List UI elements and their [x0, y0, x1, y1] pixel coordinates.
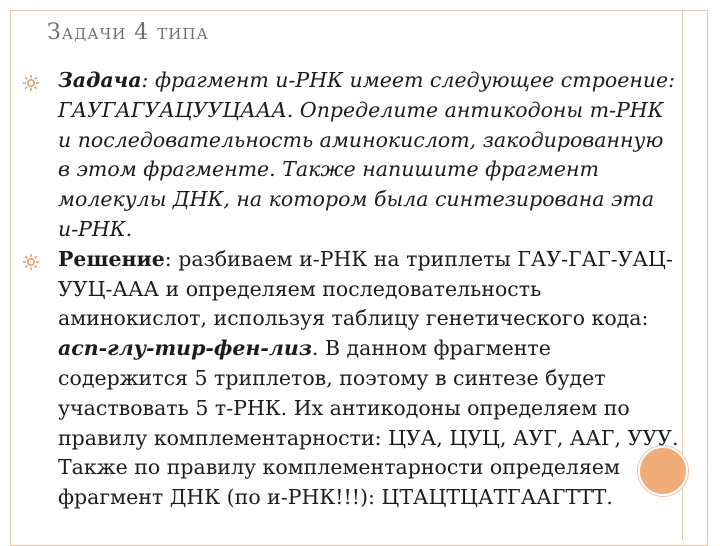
solution-text-part1: : разбиваем и-РНК на триплеты ГАУ-ГАГ-УАЦ-УУЦ-ААА и определяем последовательность аминокислот, используя таблицу генетического кода:: [58, 246, 673, 331]
task-text: : фрагмент и-РНК имеет следующее строение: ГАУГАГУАЦУУЦААА. Определите антикодоны т-РНК и последовательность аминокислот, закодированную в этом фрагменте. Также напишите фрагмент молекулы ДНК, на котором была синтезирована эта и-РНК.: [58, 68, 676, 241]
slide-title: Задачи 4 типа: [47, 20, 209, 45]
solution-paragraph: [58, 245, 680, 513]
amino-acid-sequence: асп-глу-тир-фен-лиз: [58, 336, 312, 361]
slide-content: [20, 66, 680, 513]
task-label: Задача: [58, 68, 142, 92]
task-paragraph: [58, 66, 680, 245]
solution-bullet: [20, 245, 680, 513]
task-bullet: [20, 66, 680, 245]
solution-label: Решение: [58, 246, 165, 271]
solution-text-part2: . В данном фрагменте содержится 5 триплетов, поэтому в синтезе будет участвовать 5 т-РНК. Их антикодоны определяем по правилу комплементарности: ЦУА, ЦУЦ, АУГ, ААГ, УУУ. Также по правилу комплементарности определяем фрагмент ДНК (по и-РНК!!!): ЦТАЦТЦАТГААГТТТ.: [58, 336, 679, 510]
sun-bullet-icon: [22, 74, 40, 92]
sun-bullet-icon: [22, 253, 40, 271]
